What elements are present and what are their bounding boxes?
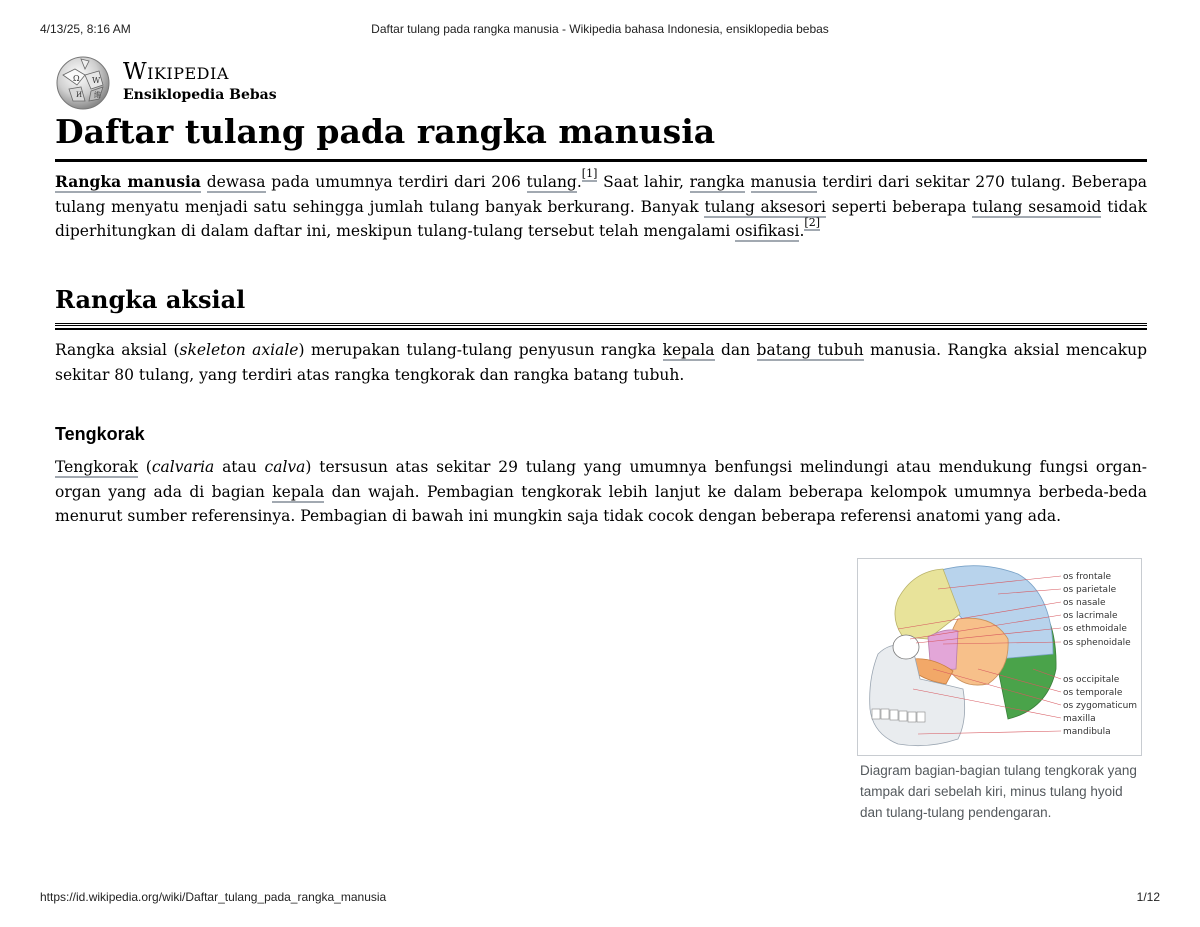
link-kepala-2[interactable]: kepala	[272, 482, 325, 501]
print-page-title: Daftar tulang pada rangka manusia - Wikipedia bahasa Indonesia, ensiklopedia bebas	[371, 22, 829, 36]
print-datetime: 4/13/25, 8:16 AM	[40, 22, 131, 36]
reference-1[interactable]: [1]	[581, 167, 598, 180]
svg-text:W: W	[92, 76, 101, 85]
print-url: https://id.wikipedia.org/wiki/Daftar_tulang_pada_rangka_manusia	[40, 890, 387, 904]
link-tulang-aksesori[interactable]: tulang aksesori	[704, 197, 826, 216]
axial-paragraph: Rangka aksial (skeleton axiale) merupakan tulang-tulang penyusun rangka kepala dan batang tubuh manusia. Rangka aksial mencakup sekitar 80 tulang, yang terdiri atas rangka tengkorak dan rangka batang tubuh.	[55, 341, 1148, 384]
link-tengkorak[interactable]: Tengkorak	[55, 458, 138, 476]
link-rangka-manusia[interactable]: Rangka manusia	[55, 172, 201, 191]
svg-text:Ω: Ω	[73, 74, 80, 83]
label-maxilla: maxilla	[1063, 714, 1096, 724]
wikipedia-globe-icon	[55, 55, 111, 111]
link-dewasa[interactable]: dewasa	[206, 173, 266, 191]
skull-paragraph: Tengkorak (calvaria atau calva) tersusun atas sekitar 29 tulang yang umumnya benfungsi melindungi atau mendukung fungsi organ-organ yang ada di bagian kepala dan wajah. Pembagian tengkorak lebih lanjut ke dalam beberapa kelompok umumnya berbeda-beda menurut sumber referensinya. Pembagian di bawah ini mungkin saja tidak cocok dengan beberapa referensi anatomi yang ada.	[55, 458, 1147, 525]
wikipedia-logo[interactable]	[55, 55, 315, 110]
section-heading-tengkorak: Tengkorak	[55, 424, 145, 444]
orbit-shape	[893, 635, 919, 659]
figure-labels	[1063, 572, 1137, 737]
intro-paragraph: Rangka manusia dewasa pada umumnya terdiri dari 206 tulang.[1] Saat lahir, rangka manusia terdiri dari sekitar 270 tulang. Beberapa tulang menyatu menjadi satu sehingga jumlah tulang banyak berkurang. Banyak tulang aksesori seperti beberapa tulang sesamoid tidak diperhitungkan di dalam daftar ini, meskipun tulang-tulang tersebut telah mengalami osifikasi.[2]	[55, 167, 1148, 240]
label-os-ethmoidale: os ethmoidale	[1063, 624, 1127, 634]
logo-wordmark: Wikipedia	[123, 59, 229, 85]
label-os-occipitale: os occipitale	[1063, 675, 1120, 685]
svg-text:維: 維	[94, 91, 101, 99]
label-os-frontale: os frontale	[1063, 572, 1112, 582]
print-page-number: 1/12	[1136, 890, 1160, 904]
label-os-sphenoidale: os sphenoidale	[1063, 638, 1131, 648]
label-os-nasale: os nasale	[1063, 598, 1106, 608]
link-kepala[interactable]: kepala	[662, 341, 715, 359]
skull-diagram	[858, 559, 1141, 755]
skull-diagram-figure[interactable]	[857, 558, 1142, 756]
label-os-parietale: os parietale	[1063, 585, 1117, 595]
label-os-lacrimale: os lacrimale	[1063, 611, 1118, 621]
link-tulang-sesamoid[interactable]: tulang sesamoid	[972, 197, 1102, 216]
label-os-zygomaticum: os zygomaticum	[1063, 701, 1138, 711]
label-mandibula: mandibula	[1063, 727, 1111, 737]
section-heading-rangka-aksial: Rangka aksial	[55, 285, 1147, 326]
link-osifikasi[interactable]: osifikasi	[735, 222, 800, 240]
svg-text:И: И	[76, 91, 83, 99]
figure-caption: Diagram bagian-bagian tulang tengkorak yang tampak dari sebelah kiri, minus tulang hyoid dan tulang-tulang pendengaran.	[860, 763, 1137, 820]
page-title: Daftar tulang pada rangka manusia	[55, 112, 1147, 162]
reference-2[interactable]: [2]	[804, 216, 820, 229]
link-tulang[interactable]: tulang	[526, 173, 577, 191]
link-batang-tubuh[interactable]: batang tubuh	[756, 341, 864, 359]
link-manusia[interactable]: manusia	[750, 173, 817, 191]
logo-tagline: Ensiklopedia Bebas	[123, 87, 277, 103]
link-rangka[interactable]: rangka	[689, 173, 745, 191]
label-os-temporale: os temporale	[1063, 688, 1123, 698]
